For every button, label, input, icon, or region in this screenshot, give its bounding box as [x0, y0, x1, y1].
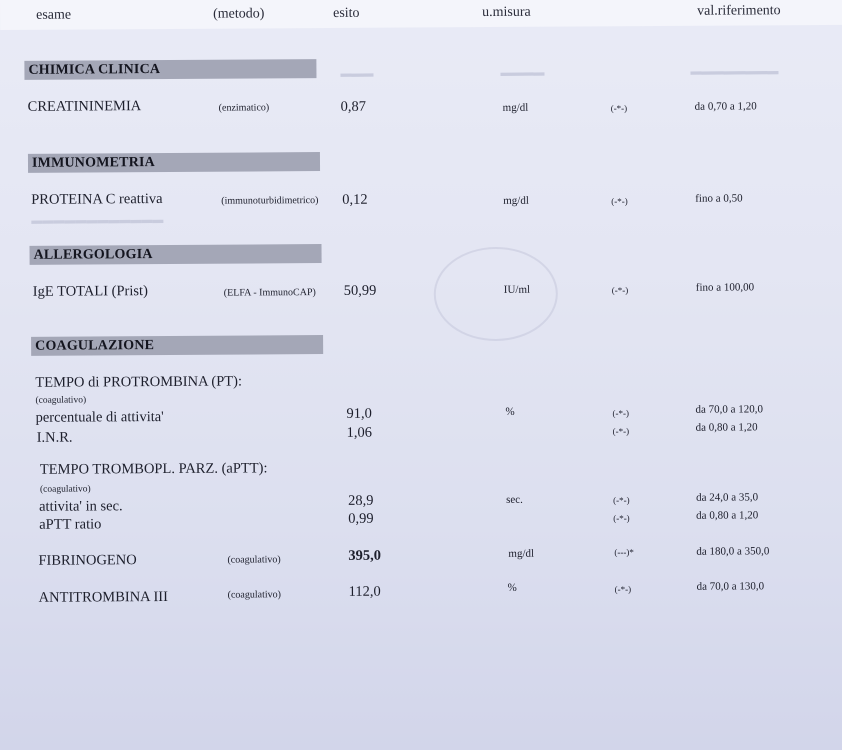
section-allergologia: ALLERGOLOGIA [30, 244, 322, 265]
test-name: percentuale di attivita' [35, 409, 164, 426]
test-name: ANTITROMBINA III [38, 588, 168, 606]
test-method: (immunoturbidimetrico) [221, 195, 319, 207]
test-reference: da 0,80 a 1,20 [695, 421, 758, 434]
test-reference: da 0,70 a 1,20 [694, 100, 757, 113]
header-reference: val.riferimento [697, 3, 781, 19]
test-flag-abnormal: (---)* [614, 547, 634, 558]
test-method: (coagulativo) [227, 589, 281, 601]
test-name: aPTT ratio [39, 516, 102, 533]
section-coagulazione: COAGULAZIONE [31, 335, 323, 356]
show-through-text: ▬▬▬ [340, 67, 374, 80]
header-method: (metodo) [213, 6, 265, 22]
test-unit: IU/ml [503, 283, 531, 296]
test-flag: (-*-) [613, 513, 630, 524]
pt-method: (coagulativo) [35, 395, 87, 406]
section-immunometria: IMMUNOMETRIA [28, 152, 320, 173]
test-reference: da 0,80 a 1,20 [696, 509, 759, 522]
test-value: 0,87 [340, 98, 367, 115]
test-name: attivita' in sec. [39, 498, 123, 515]
test-flag: (-*-) [611, 285, 629, 296]
test-value: 0,99 [348, 510, 374, 527]
test-reference: da 70,0 a 130,0 [696, 580, 765, 593]
aptt-title: TEMPO TROMBOPL. PARZ. (aPTT): [39, 460, 268, 478]
test-unit: mg/dl [503, 194, 529, 207]
test-value: 0,12 [342, 191, 368, 208]
header-result: esito [333, 5, 360, 21]
test-unit: sec. [506, 493, 523, 506]
show-through-text: ▬▬▬▬ [500, 66, 545, 79]
test-method: (coagulativo) [227, 554, 281, 566]
header-unit: u.misura [482, 4, 531, 21]
section-chimica-clinica: CHIMICA CLINICA [24, 59, 316, 80]
test-unit: % [505, 405, 515, 418]
test-unit: mg/dl [502, 101, 529, 114]
test-flag: (-*-) [611, 196, 628, 207]
test-reference: da 24,0 a 35,0 [696, 491, 759, 504]
test-value: 91,0 [346, 405, 372, 422]
test-name: PROTEINA C reattiva [31, 191, 163, 208]
test-reference: fino a 0,50 [695, 192, 743, 205]
test-value: 112,0 [348, 583, 381, 600]
test-name: FIBRINOGENO [38, 552, 137, 569]
test-reference: da 180,0 a 350,0 [696, 545, 770, 558]
test-value: 50,99 [343, 282, 377, 299]
aptt-method: (coagulativo) [39, 484, 91, 495]
test-value-abnormal: 395,0 [348, 547, 382, 564]
test-value: 28,9 [348, 492, 374, 509]
test-flag: (-*-) [610, 103, 628, 114]
test-method: (ELFA - ImmunoCAP) [223, 287, 316, 299]
test-reference: da 70,0 a 120,0 [695, 403, 764, 416]
test-unit: mg/dl [508, 547, 535, 560]
header-exam: esame [36, 7, 72, 23]
pt-title: TEMPO di PROTROMBINA (PT): [35, 373, 243, 391]
test-flag: (-*-) [612, 408, 630, 419]
test-flag: (-*-) [614, 584, 632, 595]
test-name: CREATININEMIA [27, 98, 142, 115]
test-flag: (-*-) [613, 495, 630, 506]
watermark-stamp [434, 247, 559, 342]
test-flag: (-*-) [612, 426, 630, 437]
test-method: (enzimatico) [218, 102, 270, 114]
test-name: IgE TOTALI (Prist) [32, 283, 148, 300]
test-value: 1,06 [346, 424, 373, 441]
show-through-text: ▬▬▬▬▬▬▬▬ [690, 65, 779, 78]
test-unit: % [507, 581, 517, 594]
show-through-text: ▬▬▬▬▬▬▬▬▬▬▬▬ [31, 214, 164, 227]
test-reference: fino a 100,00 [695, 281, 755, 294]
test-name: I.N.R. [36, 429, 73, 446]
